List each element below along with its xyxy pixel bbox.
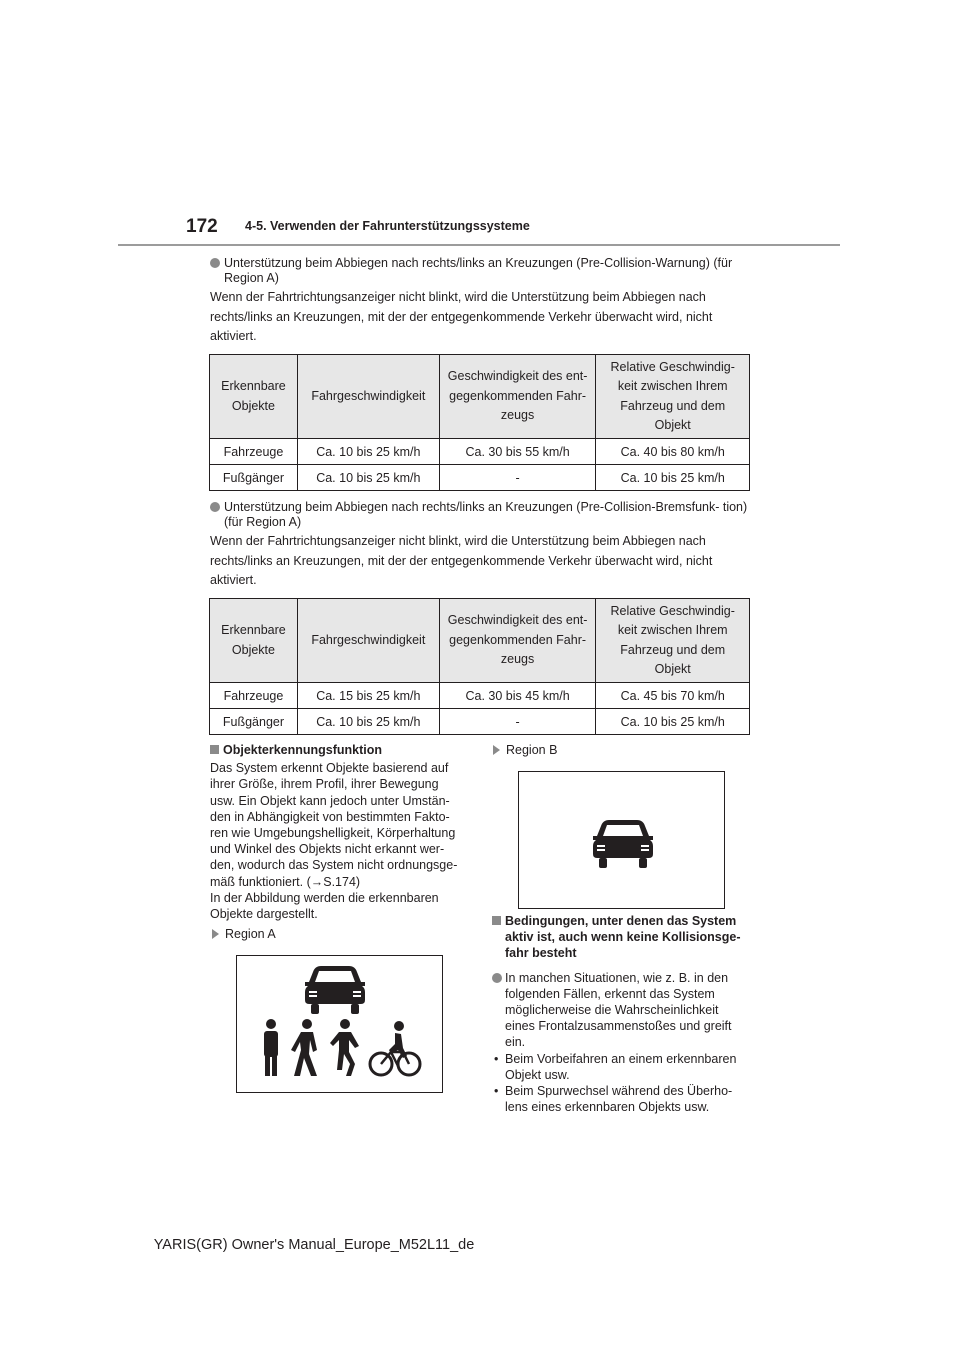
header-cell: Relative Geschwindig- keit zwischen Ihrem Fahrzeug und dem Objekt [596,599,750,683]
table-header-row [210,355,750,439]
speed-table-brake [209,598,750,735]
body-line: ren wie Umgebungshelligkeit, Körperhaltung [210,826,456,841]
body-line: möglicherweise die Wahrscheinlichkeit [505,1003,719,1018]
table-cell: - [439,709,596,735]
body-line: und Winkel des Objekts nicht erkannt wer- [210,842,445,857]
table-row [210,439,750,465]
section-title: 4-5. Verwenden der Fahrunterstützungssysteme [245,219,530,233]
table-cell: Ca. 10 bis 25 km/h [297,439,439,465]
table-cell: Fußgänger [210,465,298,491]
table-cell: Ca. 10 bis 25 km/h [297,465,439,491]
paragraph-line: aktiviert. [210,329,257,343]
table-row [210,709,750,735]
speed-table-warning [209,354,750,491]
region-a-figure [236,955,443,1093]
bullet-pcs-warning [210,256,750,286]
vehicle-illustration [519,772,724,908]
body-line: eines Frontalzusammenstoßes und greift [505,1019,732,1034]
paragraph-pcs-warning [210,288,770,347]
table-header-row [210,599,750,683]
paragraph-line: rechts/links an Kreuzungen, mit der der entgegenkommende Verkehr überwacht wird, nicht [210,553,713,568]
paragraph-line: Wenn der Fahrtrichtungsanzeiger nicht blinkt, wird die Unterstützung beim Abbiegen nach [210,290,706,304]
table-cell: Ca. 10 bis 25 km/h [596,709,750,735]
car-front-icon [593,820,653,868]
table-cell: Ca. 45 bis 70 km/h [596,683,750,709]
cyclist-icon [370,1021,420,1075]
bullet-dot-icon [210,258,220,268]
paragraph-line: Wenn der Fahrtrichtungsanzeiger nicht blinkt, wird die Unterstützung beim Abbiegen nach [210,534,706,548]
list-item: • Beim Spurwechsel während des Überho- lens eines erkennbaren Objekts usw. [494,1084,733,1115]
table-cell: Fußgänger [210,709,298,735]
body-line: ihrer Größe, ihrem Profil, ihrer Bewegung [210,777,439,792]
table-cell: Ca. 30 bis 55 km/h [439,439,596,465]
table-row [210,683,750,709]
car-front-icon [305,966,365,1014]
header-cell: Relative Geschwindig- keit zwischen Ihrem Fahrzeug und dem Objekt [596,355,750,439]
square-bullet-icon [210,745,219,754]
list-item: • Beim Vorbeifahren an einem erkennbaren Objekt usw. [494,1051,737,1082]
section-heading: Bedingungen, unter denen das System aktiv ist, auch wenn keine Kollisionsge- fahr besteht [492,913,762,962]
table-cell: Ca. 10 bis 25 km/h [596,465,750,491]
table-row [210,465,750,491]
paragraph-pcs-brake [210,532,770,591]
region-b-figure [518,771,725,909]
arrow-right-icon [212,929,219,939]
body-line: Objekte dargestellt. [210,907,318,922]
header-rule [118,244,840,246]
table-cell: Fahrzeuge [210,439,298,465]
body-line: ein. [505,1035,526,1050]
square-bullet-icon [492,916,501,925]
section-heading: Objekterkennungsfunktion [210,742,480,758]
bullet-dot-icon [492,973,502,983]
header-cell: Fahrgeschwindigkeit [297,355,439,439]
arrow-right-icon [493,745,500,755]
header-cell: Erkennbare Objekte [210,599,298,683]
body-line: In manchen Situationen, wie z. B. in den [505,970,729,985]
body-line: folgenden Fällen, erkennt das System [505,986,715,1001]
table-cell: Ca. 40 bis 80 km/h [596,439,750,465]
bullet-situations [492,970,762,1051]
bullet-text: Unterstützung beim Abbiegen nach rechts/links an Kreuzungen (Pre-Collision-Warnung) (für Region A) [224,256,733,285]
table-cell: Fahrzeuge [210,683,298,709]
page-number: 172 [186,216,218,237]
body-line: In der Abbildung werden die erkennbaren [210,890,439,905]
header-cell: Geschwindigkeit des ent- gegenkommenden Fahr- zeugs [439,599,596,683]
body-line: mäß funktioniert. (→S.174) [210,874,361,889]
body-line: den, wodurch das System nicht ordnungsge- [210,858,458,873]
paragraph-line: aktiviert. [210,573,257,587]
body-line: Das System erkennt Objekte basierend auf [210,761,449,776]
bullet-text: Unterstützung beim Abbiegen nach rechts/links an Kreuzungen (Pre-Collision-Bremsfunk- tion) (für Region A) [224,500,748,529]
body-line: usw. Ein Objekt kann jedoch unter Umstän- [210,793,450,808]
body-line: den in Abhängigkeit von bestimmten Fakto- [210,809,450,824]
pedestrian-standing-icon [264,1019,278,1076]
pedestrian-walking-icon [291,1019,317,1076]
bullet-dot-icon [210,502,220,512]
pedestrian-running-icon [330,1019,359,1076]
detectable-objects-illustration [237,956,442,1092]
table-cell: Ca. 30 bis 45 km/h [439,683,596,709]
footer-manual-id: YARIS(GR) Owner's Manual_Europe_M52L11_de [153,1237,475,1253]
region-b-label: Region B [493,742,557,758]
header-cell: Geschwindigkeit des ent- gegenkommenden Fahr- zeugs [439,355,596,439]
bullet-pcs-brake [210,500,750,530]
table-cell: Ca. 15 bis 25 km/h [297,683,439,709]
table-cell: - [439,465,596,491]
table-cell: Ca. 10 bis 25 km/h [297,709,439,735]
object-detection-section [210,742,480,922]
header-cell: Fahrgeschwindigkeit [297,599,439,683]
region-a-label: Region A [212,926,276,942]
header-cell: Erkennbare Objekte [210,355,298,439]
active-conditions-section [492,913,762,1115]
paragraph-line: rechts/links an Kreuzungen, mit der der entgegenkommende Verkehr überwacht wird, nicht [210,309,713,324]
